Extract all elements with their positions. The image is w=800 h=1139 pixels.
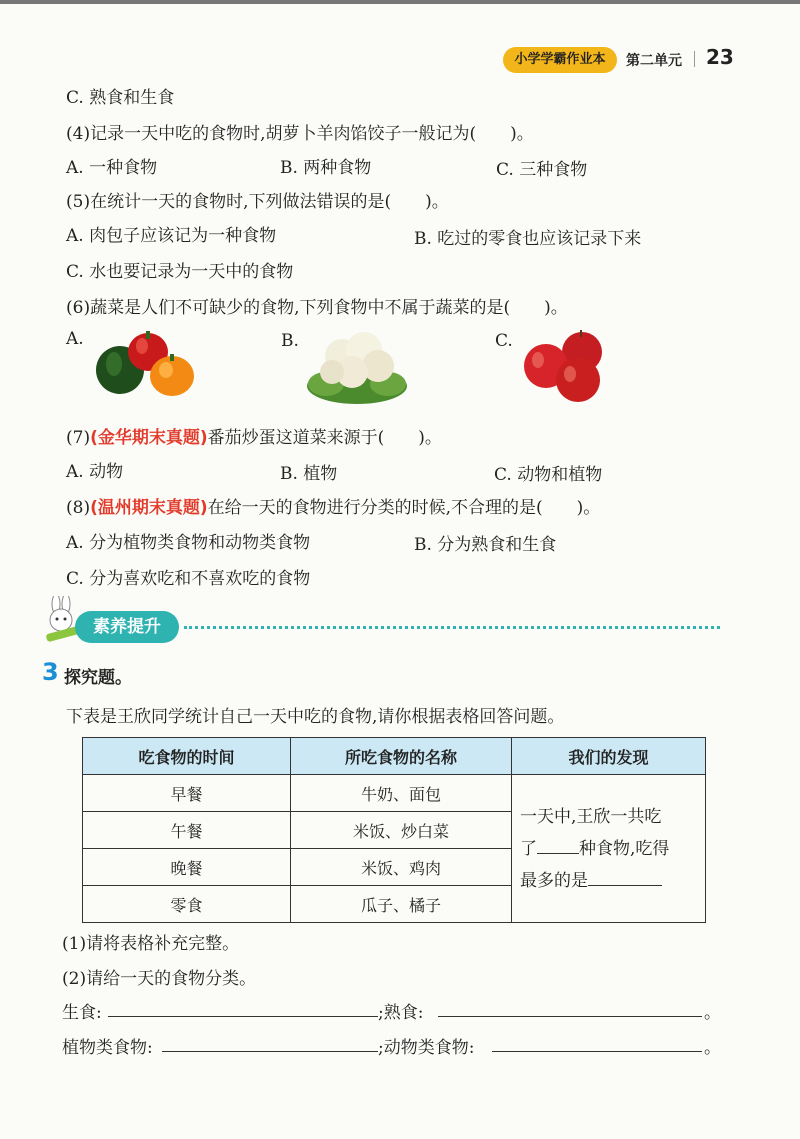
q8-option-a[interactable]: A. 分为植物类食物和动物类食物 bbox=[66, 533, 311, 553]
q4-option-b[interactable]: B. 两种食物 bbox=[280, 158, 372, 178]
peppers-image bbox=[90, 330, 200, 398]
section-number: 3 bbox=[42, 658, 59, 686]
time-cell: 午餐 bbox=[83, 812, 291, 849]
q5-option-a[interactable]: A. 肉包子应该记为一种食物 bbox=[66, 226, 277, 246]
q8-option-c[interactable]: C. 分为喜欢吃和不喜欢吃的食物 bbox=[66, 569, 311, 589]
time-cell: 晚餐 bbox=[83, 849, 291, 886]
sub-question-2: (2)请给一天的食物分类。 bbox=[62, 969, 257, 989]
raw-food-blank[interactable] bbox=[108, 1016, 378, 1017]
time-cell: 早餐 bbox=[83, 775, 291, 812]
section-intro: 下表是王欣同学统计自己一天中吃的食物,请你根据表格回答问题。 bbox=[66, 707, 565, 727]
q7-text: 番茄炒蛋这道菜来源于( )。 bbox=[207, 428, 442, 448]
q7-source-tag: (金华期末真题) bbox=[90, 428, 208, 448]
cooked-food-label: ;熟食: bbox=[378, 1003, 424, 1023]
finding-line-3 bbox=[520, 865, 697, 897]
cauliflower-image bbox=[302, 326, 412, 406]
finding-cell bbox=[512, 775, 706, 923]
q7-option-b[interactable]: B. 植物 bbox=[280, 464, 338, 484]
food-cell: 牛奶、面包 bbox=[291, 775, 512, 812]
finding-most: 最多的是 bbox=[520, 870, 588, 891]
q3-option-c: C. 熟食和生食 bbox=[66, 88, 175, 108]
q5-stem: (5)在统计一天的食物时,下列做法错误的是( )。 bbox=[66, 192, 449, 212]
q4-option-c[interactable]: C. 三种食物 bbox=[496, 160, 588, 180]
food-cell: 瓜子、橘子 bbox=[291, 886, 512, 923]
q8-text: 在给一天的食物进行分类的时候,不合理的是( )。 bbox=[207, 498, 601, 518]
q8-option-b[interactable]: B. 分为熟食和生食 bbox=[414, 535, 557, 555]
section-banner: 素养提升 bbox=[75, 611, 179, 643]
sub-question-1: (1)请将表格补充完整。 bbox=[62, 934, 240, 954]
time-cell: 零食 bbox=[83, 886, 291, 923]
q7-option-c[interactable]: C. 动物和植物 bbox=[494, 465, 603, 485]
plant-food-blank[interactable] bbox=[162, 1051, 378, 1052]
plant-food-label: 植物类食物: bbox=[62, 1038, 153, 1058]
section-title: 探究题。 bbox=[64, 668, 132, 688]
food-cell: 米饭、鸡肉 bbox=[291, 849, 512, 886]
q6-option-a[interactable]: A. bbox=[66, 329, 84, 349]
cooked-food-blank[interactable] bbox=[438, 1016, 702, 1017]
apples-image bbox=[520, 330, 610, 404]
food-cell: 米饭、炒白菜 bbox=[291, 812, 512, 849]
dotted-divider bbox=[184, 626, 720, 629]
q8-stem bbox=[66, 493, 600, 518]
q5-option-b[interactable]: B. 吃过的零食也应该记录下来 bbox=[414, 229, 642, 249]
brand-pill: 小学学霸作业本 bbox=[503, 47, 617, 73]
most-food-blank[interactable] bbox=[588, 885, 662, 886]
raw-food-label: 生食: bbox=[62, 1003, 102, 1023]
line1-period: 。 bbox=[704, 1003, 721, 1023]
q6-option-c[interactable]: C. bbox=[495, 331, 513, 351]
food-count-blank[interactable] bbox=[537, 853, 579, 854]
q7-number: (7) bbox=[66, 428, 91, 448]
table-row bbox=[83, 775, 706, 812]
finding-kinds: 种食物,吃得 bbox=[579, 838, 670, 859]
finding-line-1: 一天中,王欣一共吃 bbox=[520, 806, 662, 827]
finding-le: 了 bbox=[520, 838, 537, 859]
q8-number: (8) bbox=[66, 498, 91, 518]
col-header-finding: 我们的发现 bbox=[512, 738, 706, 775]
top-rule bbox=[0, 0, 800, 4]
page-number: 23 bbox=[706, 45, 734, 69]
q6-stem: (6)蔬菜是人们不可缺少的食物,下列食物中不属于蔬菜的是( )。 bbox=[66, 298, 568, 318]
finding-line-2 bbox=[520, 833, 697, 865]
q4-stem: (4)记录一天中吃的食物时,胡萝卜羊肉馅饺子一般记为( )。 bbox=[66, 124, 534, 144]
q4-option-a[interactable]: A. 一种食物 bbox=[66, 158, 158, 178]
header-divider bbox=[694, 51, 695, 67]
col-header-time: 吃食物的时间 bbox=[83, 738, 291, 775]
table-header-row bbox=[83, 738, 706, 775]
col-header-food: 所吃食物的名称 bbox=[291, 738, 512, 775]
q7-option-a[interactable]: A. 动物 bbox=[66, 462, 124, 482]
q7-stem bbox=[66, 423, 442, 448]
animal-food-blank[interactable] bbox=[492, 1051, 702, 1052]
q8-source-tag: (温州期末真题) bbox=[90, 498, 208, 518]
q6-option-b[interactable]: B. bbox=[281, 331, 299, 351]
unit-label: 第二单元 bbox=[626, 53, 682, 69]
animal-food-label: ;动物类食物: bbox=[378, 1038, 475, 1058]
food-table bbox=[82, 737, 706, 923]
line2-period: 。 bbox=[704, 1038, 721, 1058]
q5-option-c[interactable]: C. 水也要记录为一天中的食物 bbox=[66, 262, 294, 282]
